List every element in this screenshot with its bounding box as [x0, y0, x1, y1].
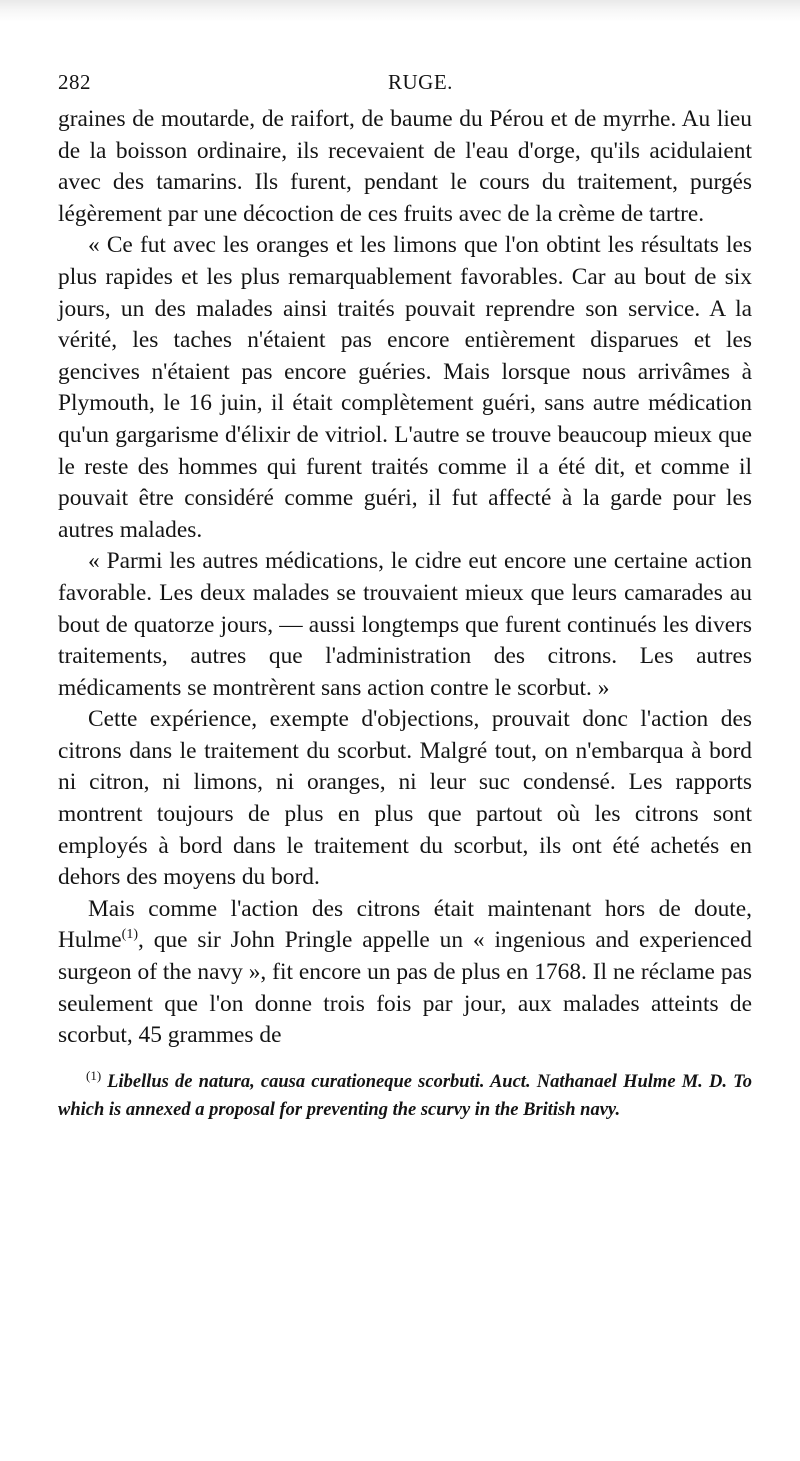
running-head [58, 70, 752, 104]
page-number: 282 [58, 70, 91, 94]
body-text [58, 104, 752, 1052]
page-content [58, 70, 752, 1124]
paragraph-4: Cette expérience, exempte d'objections, prouvait donc l'action des citrons dans le traitement du scorbut. Malgré tout, on n'embarqua à bord ni citron, ni limons, ni oranges, ni leur suc condensé. Les rapports montrent toujours de plus en plus que partout où les citrons sont employés à bord dans le traitement du scorbut, ils ont été achetés en dehors des moyens du bord. [58, 706, 752, 891]
footnote-text: Libellus de natura, causa curationeque scorbuti. Auct. Nathanael Hulme M. D. To which is annexed a proposal for preventing the scurvy in the British navy. [58, 1071, 752, 1120]
paragraph-5-start: Mais comme l'action des citrons était maintenant hors de doute, Hulme [58, 895, 752, 954]
paragraph-2: « Ce fut avec les oranges et les limons que l'on obtint les résultats les plus rapides et les plus remarquablement favorables. Car au bout de six jours, un des malades ainsi traités pouvait reprendre son service. A la vérité, les taches n'étaient pas encore entièrement disparues et les gencives n'étaient pas encore guéries. Mais lorsque nous arrivâmes à Plymouth, le 16 juin, il était complètement guéri, sans autre médication qu'un gargarisme d'élixir de vitriol. L'autre se trouve beaucoup mieux que le reste des hommes qui furent traités comme il a été dit, et comme il pouvait être considéré comme guéri, il fut affecté à la garde pour les autres malades. [58, 232, 752, 543]
running-title: RUGE. [388, 70, 453, 94]
paragraph-5-end: , que sir John Pringle appelle un « ingenious and experienced surgeon of the navy », fit encore un pas de plus en 1768. Il ne réclame pas seulement que l'on donne trois fois par jour, aux malades atteints de scorbut, 45 grammes de [58, 927, 752, 1049]
footnote-marker: (1) [86, 1067, 102, 1083]
footnote [58, 1062, 752, 1124]
paragraph-1: graines de moutarde, de raifort, de baume du Pérou et de myrrhe. Au lieu de la boisson ordinaire, ils recevaient de l'eau d'orge, qu'ils acidulaient avec des tamarins. Ils furent, pendant le cours du traitement, purgés légèrement par une décoction de ces fruits avec de la crème de tartre. [58, 106, 752, 227]
footnote-reference: (1) [121, 927, 138, 943]
paragraph-5 [58, 894, 752, 1052]
scan-edge-shadow [0, 0, 800, 22]
paragraph-3: « Parmi les autres médications, le cidre eut encore une certaine action favorable. Les deux malades se trouvaient mieux que leurs camarades au bout de quatorze jours, — aussi longtemps que furent continués les divers traitements, autres que l'administration des citrons. Les autres médicaments se montrèrent sans action contre le scorbut. » [58, 548, 752, 701]
